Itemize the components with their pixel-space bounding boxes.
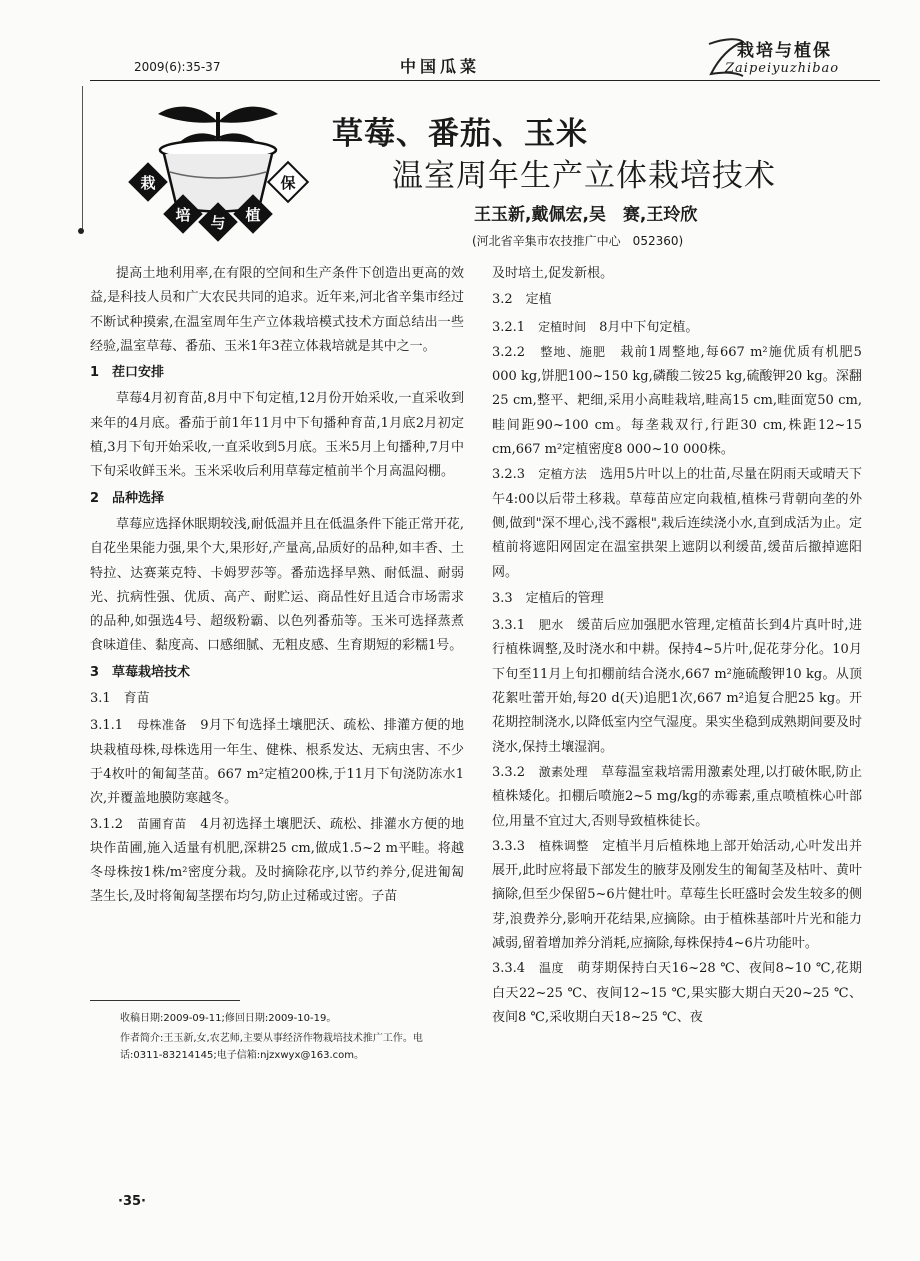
column-logo <box>118 92 318 242</box>
column-brand <box>705 36 885 80</box>
paragraph: 3.1.2 苗圃育苗 4月初选择土壤肥沃、疏松、排灌水方便的地块作苗圃,施入适量有机肥,深耕25 cm,做成1.5~2 m平畦。将越冬母株按1株/m²密度分栽。及时摘除花序,以节约养分,促进匍匐茎生长,及时将匍匐茎摆布均匀,防止过稀或过密。子苗 <box>90 816 464 905</box>
paragraph: 3.1.1 母株准备 9月下旬选择土壤肥沃、疏松、排灌方便的地块栽植母株,母株选用一年生、健株、根系发达、无病虫害、不少于4枚叶的匍匐茎苗。667 m²定植200株,于11月下旬浇防冻水1次,并覆盖地膜防寒越冬。 <box>90 718 464 807</box>
margin-dot <box>78 228 84 234</box>
paragraph: 3.3.1 肥水 缓苗后应加强肥水管理,定植苗长到4片真叶时,进行植株调整,及时浇水和中耕。保持4~5片叶,促花芽分化。10月下旬至11月上旬扣棚前结合浇水,667 m²施硫酸钾10 kg。从顶花絮吐蕾开始,每20 d(天)追肥1次,667 m²追复合肥25 kg。开花期控制浇水,以降低室内空气湿度。果实坐稳到成熟期间要及时浇水,保持土壤湿润。 <box>492 618 862 755</box>
margin-rule <box>82 86 83 231</box>
subsection-heading: 3.2 定植 <box>492 292 552 308</box>
header-rule <box>90 80 880 81</box>
journal-name: 中国瓜菜 <box>400 57 481 76</box>
received-date: 收稿日期:2009-09-11;修回日期:2009-10-19。 <box>120 1013 337 1024</box>
subsection-heading: 3.3 定植后的管理 <box>492 590 604 606</box>
paragraph: 3.3.3 植株调整 定植半月后植株地上部开始活动,心叶发出并展开,此时应将最下部发生的腋芽及刚发生的匍匐茎及枯叶、黄叶摘除,但至少保留5~6片健壮叶。草莓生长旺盛时会发生较多的侧芽,浪费养分,影响开花结果,应摘除。由于植株基部叶片光和能力减弱,留着增加养分消耗,应摘除,每株保持4~6片功能叶。 <box>492 838 862 952</box>
section-heading: 2 品种选择 <box>90 490 165 506</box>
section-heading: 3 草莓栽培技术 <box>90 664 191 680</box>
logo-char-3: 与 <box>210 214 226 232</box>
logo-char-5: 保 <box>280 174 296 192</box>
authors: 王玉新,戴佩宏,吴 赛,王玲欣 <box>474 205 698 225</box>
footnote-rule <box>90 1000 240 1001</box>
logo-char-4: 植 <box>245 206 261 224</box>
page-number: ·35· <box>118 1194 146 1209</box>
left-column <box>90 262 464 910</box>
paragraph: 3.2.1 定植时间 8月中下旬定植。 <box>492 319 699 335</box>
column-title: 栽培与植保 <box>737 41 832 61</box>
paragraph: 草莓应选择休眠期较浅,耐低温并且在低温条件下能正常开花,自花坐果能力强,果个大,果形好,产量高,品质好的品种,如丰香、土特拉、达赛莱克特、卡姆罗莎等。番茄选择早熟、耐低温、耐弱光、抗病性强、优质、高产、耐贮运、商品性好且适合市场需求的品种,如强选4号、超级粉霸、以色列番茄等。玉米可选择蒸煮食味道佳、黏度高、口感细腻、无粗皮感、生育期短的彩糯1号。 <box>90 516 464 654</box>
paragraph: 3.2.2 整地、施肥 栽前1周整地,每667 m²施优质有机肥5 000 kg,饼肥100~150 kg,磷酸二铵25 kg,硫酸钾20 kg。深翻25 cm,整平、耙细,采用小高畦栽培,畦高15 cm,畦面宽50 cm,畦间距90~100 cm。每垄栽双行,行距30 cm,株距12~15 cm,667 m²定植密度8 000~10 000株。 <box>492 344 862 458</box>
intro-paragraph: 提高土地利用率,在有限的空间和生产条件下创造出更高的效益,是科技人员和广大农民共同的追求。近年来,河北省辛集市经过不断试种摸索,在温室周年生产立体栽培模式技术方面总结出一些经验,温室草莓、番茄、玉米1年3茬立体栽培就是其中之一。 <box>90 266 464 354</box>
author-bio: 作者简介:王玉新,女,农艺师,主要从事经济作物栽培技术推广工作。电话:0311-83214145;电子信箱:njzxwyx@163.com。 <box>120 1033 423 1061</box>
paragraph: 3.2.3 定植方法 选用5片叶以上的壮苗,尽量在阴雨天或晴天下午4:00以后带土移栽。草莓苗应定向栽植,植株弓背朝向垄的外侧,做到"深不埋心,浅不露根",栽后连续浇小水,直到成活为止。定植前将遮阳网固定在温室拱架上遮阴以利缓苗,缓苗后撤掉遮阳网。 <box>492 467 862 580</box>
paragraph: 草莓4月初育苗,8月中下旬定植,12月份开始采收,一直采收到来年的4月底。番茄于前1年11月中下旬播种育苗,1月底2月初定植,3月下旬开始采收,一直采收到5月底。玉米5月上旬播种,7月中下旬采收鲜玉米。玉米采收后利用草莓定植前半个月高温闷棚。 <box>90 391 464 480</box>
logo-char-1: 栽 <box>140 174 156 192</box>
article-title-line1: 草莓、番茄、玉米 <box>332 116 588 152</box>
citation: 2009(6):35-37 <box>134 60 221 74</box>
right-column <box>492 262 862 1030</box>
paragraph: 3.3.4 温度 萌芽期保持白天16~28 ℃、夜间8~10 ℃,花期白天22~25 ℃、夜间12~15 ℃,果实膨大期白天20~25 ℃、夜间8 ℃,采收期白天18~25 ℃、夜 <box>492 961 862 1025</box>
article-title-line2: 温室周年生产立体栽培技术 <box>392 158 776 194</box>
affiliation: (河北省辛集市农技推广中心 052360) <box>472 234 684 248</box>
column-pinyin: Zaipeiyuzhibao <box>725 61 840 76</box>
paragraph: 及时培土,促发新根。 <box>492 266 614 281</box>
logo-char-2: 培 <box>175 206 191 224</box>
subsection-heading: 3.1 育苗 <box>90 691 150 707</box>
paragraph: 3.3.2 激素处理 草莓温室栽培需用激素处理,以打破休眠,防止植株矮化。扣棚后喷施2~5 mg/kg的赤霉素,重点喷植株心叶部位,用量不宜过大,否则导致植株徒长。 <box>492 764 862 829</box>
section-heading: 1 茬口安排 <box>90 365 165 381</box>
